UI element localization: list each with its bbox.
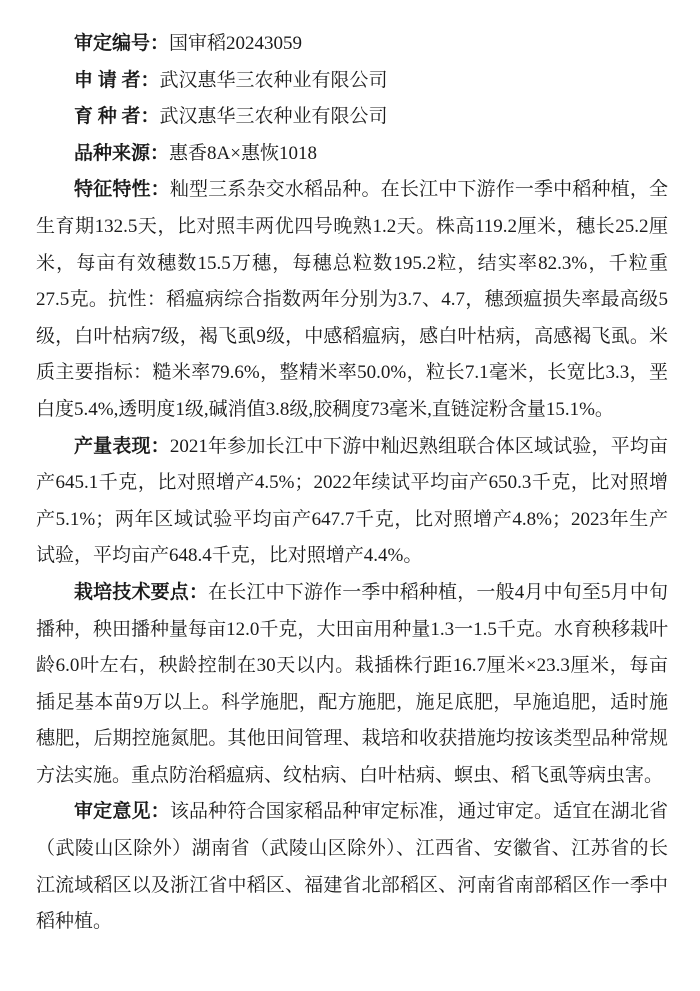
- field-breeder-label: 育 种 者：: [74, 106, 160, 128]
- field-applicant-value: 武汉惠华三农种业有限公司: [159, 69, 388, 91]
- field-approval-number: [36, 26, 668, 63]
- paragraph-characteristics: [36, 172, 668, 428]
- field-approval-number-value: 国审稻20243059: [169, 33, 303, 54]
- paragraph-characteristics-label: 特征特性：: [74, 179, 170, 201]
- field-breeder: [36, 99, 668, 136]
- document-content: [36, 26, 668, 941]
- field-variety-source-value: 惠香8A×惠恢1018: [169, 142, 317, 164]
- field-applicant-label: 申 请 者：: [74, 69, 160, 91]
- field-variety-source-label: 品种来源：: [74, 142, 170, 164]
- field-applicant: [36, 63, 668, 100]
- paragraph-cultivation-techniques: [36, 575, 668, 795]
- paragraph-yield-performance-label: 产量表现：: [74, 435, 170, 457]
- paragraph-cultivation-techniques-text: 在长江中下游作一季中稻种植，一般4月中旬至5月中旬播种，秧田播种量每亩12.0千克，大田亩用种量1.3一1.5千克。水育秧移栽叶龄6.0叶左右，秧龄控制在30天以内。栽插株行距16.7厘米×23.3厘米，每亩插足基本苗9万以上。科学施肥，配方施肥，施足底肥，早施追肥，适时施穗肥，后期控施氮肥。其他田间管理、栽培和收获措施均按该类型品种常规方法实施。重点防治稻瘟病、纹枯病、白叶枯病、螟虫、稻飞虱等病虫害。: [36, 581, 668, 786]
- paragraph-certification-opinion-text: 该品种符合国家稻品种审定标准，通过审定。适宜在湖北省（武陵山区除外）湖南省（武陵山区除外）、江西省、安徽省、江苏省的长江流域稻区以及浙江省中稻区、福建省北部稻区、河南省南部稻区作一季中稻种植。: [36, 801, 668, 933]
- field-breeder-value: 武汉惠华三农种业有限公司: [159, 106, 388, 128]
- paragraph-certification-opinion: [36, 794, 668, 940]
- paragraph-yield-performance-text: 2021年参加长江中下游中籼迟熟组联合体区域试验，平均亩产645.1千克，比对照增产4.5%；2022年续试平均亩产650.3千克，比对照增产5.1%；两年区域试验平均亩产647.7千克，比对照增产4.8%；2023年生产试验，平均亩产648.4千克，比对照增产4.4%。: [36, 435, 668, 567]
- paragraph-yield-performance: [36, 429, 668, 575]
- field-approval-number-label: 审定编号：: [74, 33, 170, 54]
- paragraph-cultivation-techniques-label: 栽培技术要点：: [74, 581, 209, 603]
- paragraph-certification-opinion-label: 审定意见：: [74, 801, 170, 823]
- paragraph-characteristics-text: 籼型三系杂交水稻品种。在长江中下游作一季中稻种植，全生育期132.5天，比对照丰两优四号晚熟1.2天。株高119.2厘米，穗长25.2厘米，每亩有效穗数15.5万穗，每穗总粒数195.2粒，结实率82.3%，千粒重27.5克。抗性：稻瘟病综合指数两年分别为3.7、4.7，穗颈瘟损失率最高级5级，白叶枯病7级，褐飞虱9级，中感稻瘟病，感白叶枯病，高感褐飞虱。米质主要指标：糙米率79.6%，整精米率50.0%，粒长7.1毫米，长宽比3.3，垩白度5.4%,透明度1级,碱消值3.8级,胶稠度73毫米,直链淀粉含量15.1%。: [36, 179, 668, 420]
- field-variety-source: [36, 136, 668, 173]
